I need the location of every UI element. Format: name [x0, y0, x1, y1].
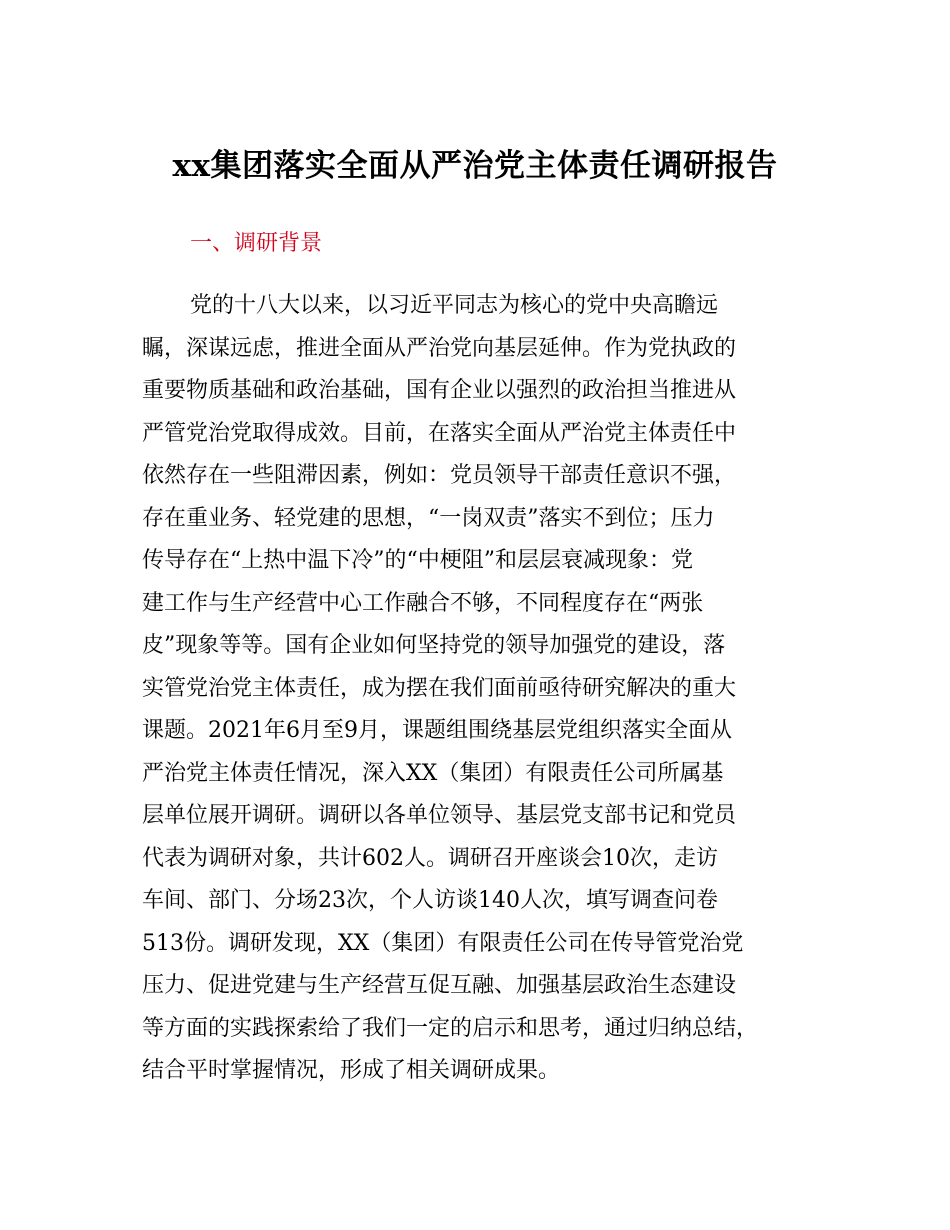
paragraph-line: 建工作与生产经营中心工作融合不够，不同程度存在“两张 — [142, 590, 704, 616]
body-paragraph — [142, 285, 832, 1093]
document-title: xx集团落实全面从严治党主体责任调研报告 — [172, 148, 778, 184]
paragraph-line: 党的十八大以来，以习近平同志为核心的党中央高瞻远 — [190, 293, 719, 318]
paragraph-line: 层单位展开调研。调研以各单位领导、基层党支部书记和党员 — [142, 803, 737, 828]
paragraph-line: 存在重业务、轻党建的思想，“一岗双责”落实不到位；压力 — [142, 505, 715, 531]
paragraph-line: 513份。调研发现，XX（集团）有限责任公司在传导管党治党 — [142, 930, 744, 956]
paragraph-line: 传导存在“上热中温下冷”的“中梗阻”和层层衰减现象：党 — [142, 548, 693, 573]
section-heading: 一、调研背景 — [190, 231, 323, 256]
paragraph-line: 实管党治党主体责任，成为摆在我们面前亟待研究解决的重大 — [142, 675, 737, 701]
paragraph-line: 严治党主体责任情况，深入XX（集团）有限责任公司所属基 — [142, 760, 724, 786]
paragraph-line: 严管党治党取得成效。目前，在落实全面从严治党主体责任中 — [142, 420, 737, 446]
paragraph-line: 代表为调研对象，共计602人。调研召开座谈会10次，走访 — [142, 845, 718, 871]
paragraph-line: 依然存在一些阻滞因素，例如：党员领导干部责任意识不强， — [142, 463, 737, 488]
paragraph-line: 结合平时掌握情况，形成了相关调研成果。 — [142, 1058, 561, 1083]
paragraph-line: 压力、促进党建与生产经营互促互融、加强基层政治生态建设 — [142, 973, 737, 998]
paragraph-line: 皮”现象等等。国有企业如何坚持党的领导加强党的建设，落 — [142, 633, 726, 658]
paragraph-line: 瞩，深谋远虑，推进全面从严治党向基层延伸。作为党执政的 — [142, 335, 737, 361]
paragraph-line: 车间、部门、分场23次，个人访谈140人次，填写调查问卷 — [142, 888, 718, 913]
paragraph-line: 重要物质基础和政治基础，国有企业以强烈的政治担当推进从 — [142, 378, 737, 403]
paragraph-line: 课题。2021年6月至9月，课题组围绕基层党组织落实全面从 — [142, 718, 732, 743]
paragraph-line: 等方面的实践探索给了我们一定的启示和思考，通过归纳总结， — [142, 1015, 759, 1041]
